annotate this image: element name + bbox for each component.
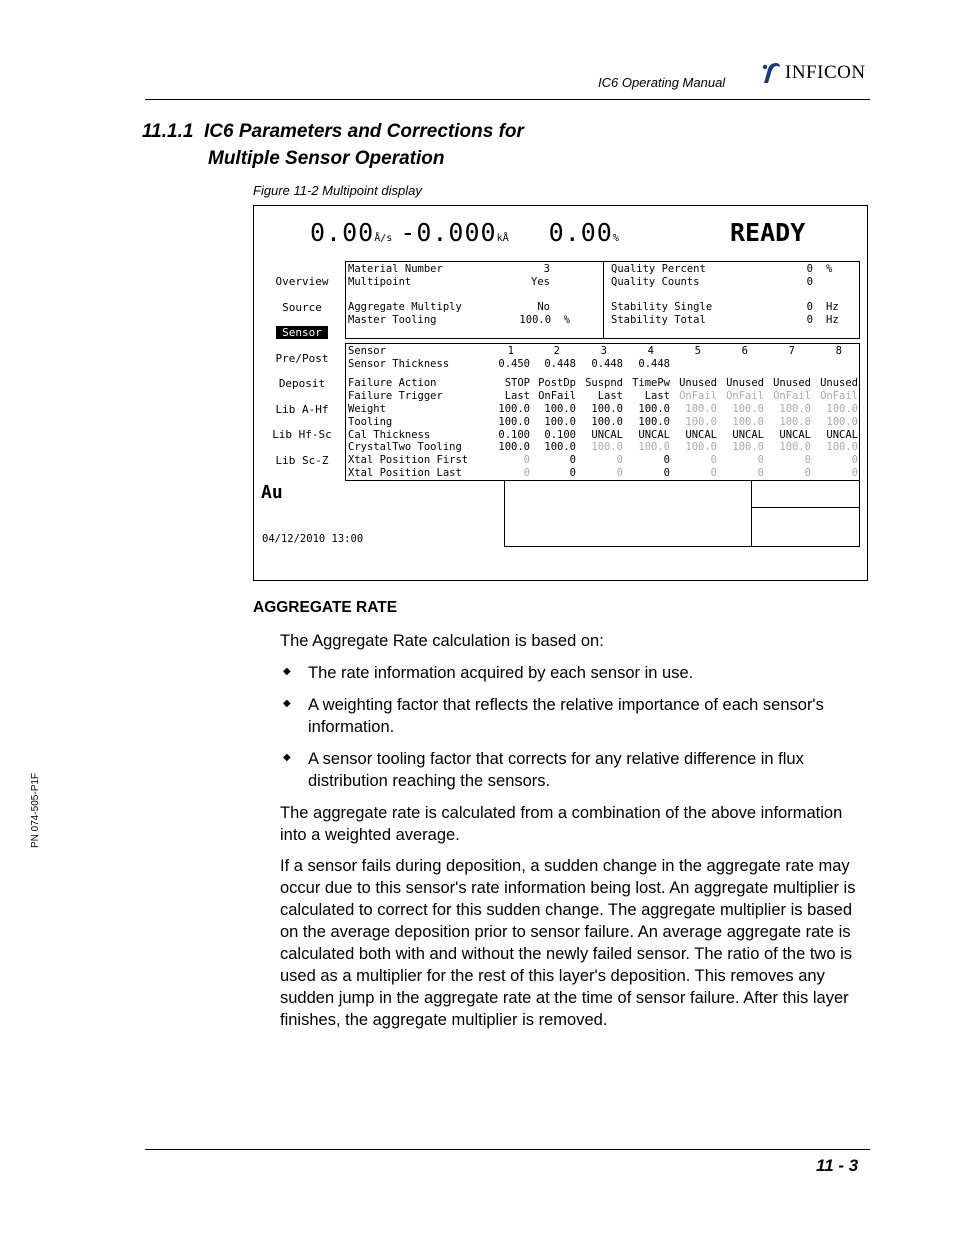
quality-counts-value: 0 [806, 276, 813, 288]
menu-lib-hf-sc[interactable]: Lib Hf-Sc [272, 428, 332, 441]
grid-row-label: Tooling [348, 415, 393, 428]
grid-cell: UNCAL [685, 428, 717, 441]
thickness-unit: kÅ [496, 233, 509, 244]
sensor-number: 5 [694, 345, 701, 357]
right-panel [751, 480, 860, 547]
quality-percent-label: Quality Percent [611, 263, 706, 275]
sensor-thickness-cell: 0.450 [498, 357, 530, 370]
grid-cell: 100.0 [779, 403, 811, 415]
grid-cell: 0 [757, 467, 764, 479]
grid-cell: 0 [710, 454, 717, 467]
quality-percent-value: 0 [806, 263, 813, 275]
part-number: PN 074-505-P1F [30, 772, 41, 848]
sensor-number: 3 [600, 345, 607, 357]
grid-cell: 100.0 [591, 403, 623, 415]
rate-unit: Å/s [374, 233, 393, 244]
grid-cell: Last [597, 390, 623, 403]
grid-cell: 100.0 [685, 403, 717, 415]
inficon-logo [760, 60, 866, 86]
grid-cell: 100.0 [498, 403, 530, 415]
sensor-thickness-cell: 0.448 [591, 357, 623, 370]
grid-cell: 100.0 [779, 441, 811, 454]
aggregate-rate-heading: AGGREGATE RATE [253, 599, 398, 616]
sensor-row-label: Sensor [348, 345, 386, 357]
sensor-number: 1 [507, 345, 514, 357]
grid-cell: 100.0 [544, 403, 576, 415]
stability-single-unit: Hz [826, 301, 839, 313]
sensor-thickness-cell: 0.448 [544, 357, 576, 370]
grid-cell: Last [644, 390, 670, 403]
menu-deposit[interactable]: Deposit [278, 377, 326, 390]
stability-total-unit: Hz [826, 314, 839, 326]
grid-cell: 0 [851, 467, 858, 479]
grid-cell: Unused [773, 377, 811, 390]
footer-rule [145, 1149, 870, 1150]
bullet-item: A weighting factor that reflects the relative importance of each sensor's information. [308, 696, 824, 736]
menu-sensor[interactable]: Sensor [262, 326, 342, 339]
right-panel-divider [751, 507, 860, 508]
grid-cell: OnFail [820, 390, 858, 403]
grid-cell: 100.0 [732, 441, 764, 454]
grid-cell: 100.0 [732, 415, 764, 428]
grid-cell: UNCAL [732, 428, 764, 441]
grid-cell: 0 [663, 467, 670, 479]
grid-cell: 0 [851, 454, 858, 467]
grid-cell: 100.0 [638, 441, 670, 454]
grid-cell: 100.0 [638, 415, 670, 428]
material-number-value: 3 [543, 263, 550, 275]
grid-cell: 0 [569, 467, 576, 479]
grid-row-label: Xtal Position First [348, 454, 469, 467]
bullet-icon: ◆ [283, 698, 291, 709]
grid-cell: STOP [504, 377, 530, 390]
grid-cell: Unused [679, 377, 717, 390]
grid-cell: UNCAL [779, 428, 811, 441]
manual-title: IC6 Operating Manual [598, 75, 726, 90]
menu-source[interactable]: Source [282, 301, 322, 314]
section-title-line2: Multiple Sensor Operation [208, 148, 445, 169]
section-number: 11.1.1 [142, 121, 194, 142]
grid-cell: 100.0 [826, 441, 858, 454]
grid-cell: PostDp [538, 377, 576, 390]
grid-cell: 100.0 [544, 441, 576, 454]
page-number: 11 - 3 [816, 1156, 859, 1175]
sensor-number: 2 [553, 345, 560, 357]
material-number-label: Material Number [348, 263, 443, 275]
readout-row [310, 218, 627, 247]
stability-total-label: Stability Total [611, 314, 706, 326]
grid-cell: OnFail [679, 390, 717, 403]
logo-text: INFICON [785, 62, 866, 83]
multipoint-value: Yes [531, 276, 550, 288]
menu-pre-post[interactable]: Pre/Post [275, 352, 329, 365]
multipoint-label: Multipoint [348, 276, 412, 288]
grid-cell: 0.100 [498, 428, 530, 441]
rate-value: 0.00 [310, 218, 375, 247]
sensor-number: 7 [788, 345, 795, 357]
grid-row-label: Failure Action [348, 377, 437, 390]
intro-paragraph: The Aggregate Rate calculation is based on: [280, 632, 604, 650]
grid-cell: 100.0 [638, 403, 670, 415]
menu-lib-sc-z[interactable]: Lib Sc-Z [275, 454, 329, 467]
menu-lib-a-hf[interactable]: Lib A-Hf [275, 403, 329, 416]
grid-cell: UNCAL [591, 428, 623, 441]
section-title-line1: IC6 Parameters and Corrections for [203, 121, 524, 142]
grid-cell: Suspnd [585, 377, 623, 390]
bullet-item: The rate information acquired by each sensor in use. [308, 664, 694, 682]
bullet-item: A sensor tooling factor that corrects for any relative difference in flux distribution reaching the sensors. [308, 750, 804, 790]
grid-cell: 0 [616, 454, 623, 467]
grid-cell: 0 [616, 467, 623, 479]
grid-cell: UNCAL [638, 428, 670, 441]
master-tooling-value: 100.0 % [519, 314, 570, 326]
grid-cell: 100.0 [826, 403, 858, 415]
master-tooling-label: Master Tooling [348, 314, 437, 326]
aggregate-multiply-label: Aggregate Multiply [348, 301, 462, 313]
sensor-thickness-cell: 0.448 [638, 357, 670, 370]
grid-cell: Unused [726, 377, 764, 390]
grid-cell: 0 [710, 467, 717, 479]
grid-cell: 0 [523, 467, 530, 479]
grid-cell: 100.0 [826, 415, 858, 428]
grid-cell: OnFail [538, 390, 576, 403]
status-ready: READY [730, 218, 806, 247]
quality-percent-unit: % [826, 263, 833, 275]
grid-cell: 100.0 [591, 415, 623, 428]
grid-cell: 0 [663, 454, 670, 467]
grid-cell: 100.0 [779, 415, 811, 428]
grid-cell: OnFail [773, 390, 811, 403]
grid-row-label: Cal Thickness [348, 428, 431, 441]
grid-cell: Unused [820, 377, 858, 390]
paragraph-1: The aggregate rate is calculated from a combination of the above information into a weighted average. [280, 804, 843, 844]
stability-single-label: Stability Single [611, 301, 713, 313]
grid-cell: TimePw [632, 377, 670, 390]
grid-row-label: Weight [348, 403, 386, 415]
bullet-icon: ◆ [283, 752, 291, 763]
quality-counts-label: Quality Counts [611, 276, 700, 288]
sensor-number: 8 [835, 345, 842, 357]
sensor-number: 4 [647, 345, 654, 357]
paragraph-2: If a sensor fails during deposition, a sudden change in the aggregate rate may occur due to this sensor's rate information being lost. An aggregate multiplier is calculated to correct for this sudden change. The aggregate multiplier is based on the average deposition prior to sensor failure. An average aggregate rate is calculated both with and without the newly failed sensor. The ratio of the two is used as a multiplier for the rest of this layer's deposition. This removes any sudden jump in the aggregate rate at the time of sensor failure. After this layer finishes, the aggregate multiplier is removed. [280, 857, 856, 1029]
grid-cell: 100.0 [732, 403, 764, 415]
grid-cell: 0 [804, 467, 811, 479]
grid-cell: 100.0 [498, 441, 530, 454]
section-title [142, 118, 524, 172]
material-name: Au [261, 482, 283, 503]
grid-row-label: Xtal Position Last [348, 467, 462, 479]
aggregate-multiply-value: No [537, 301, 550, 313]
power-unit: % [612, 233, 619, 244]
grid-cell: 100.0 [685, 441, 717, 454]
power-value: 0.00 [548, 218, 613, 247]
logo-mark-icon [760, 61, 782, 85]
grid-cell: 0 [569, 454, 576, 467]
middle-panel [504, 480, 752, 547]
header-rule [145, 99, 870, 100]
menu-overview[interactable]: Overview [275, 275, 329, 288]
sensor-number: 6 [741, 345, 748, 357]
grid-row-label: CrystalTwo Tooling [348, 441, 462, 454]
grid-cell: Last [504, 390, 530, 403]
grid-cell: 0 [757, 454, 764, 467]
grid-row-label: Failure Trigger [348, 390, 443, 403]
grid-cell: UNCAL [826, 428, 858, 441]
grid-cell: 0 [804, 454, 811, 467]
bullet-icon: ◆ [283, 666, 291, 677]
grid-cell: 100.0 [544, 415, 576, 428]
figure-caption: Figure 11-2 Multipoint display [253, 183, 422, 198]
grid-cell: 100.0 [498, 415, 530, 428]
thickness-value: -0.000 [400, 218, 497, 247]
sensor-thickness-label: Sensor Thickness [348, 358, 450, 370]
stability-total-value: 0 [806, 314, 813, 326]
date-time: 04/12/2010 13:00 [262, 533, 364, 545]
grid-cell: 100.0 [591, 441, 623, 454]
grid-cell: 100.0 [685, 415, 717, 428]
grid-cell: OnFail [726, 390, 764, 403]
stability-single-value: 0 [806, 301, 813, 313]
grid-cell: 0 [523, 454, 530, 467]
grid-cell: 0.100 [544, 428, 576, 441]
